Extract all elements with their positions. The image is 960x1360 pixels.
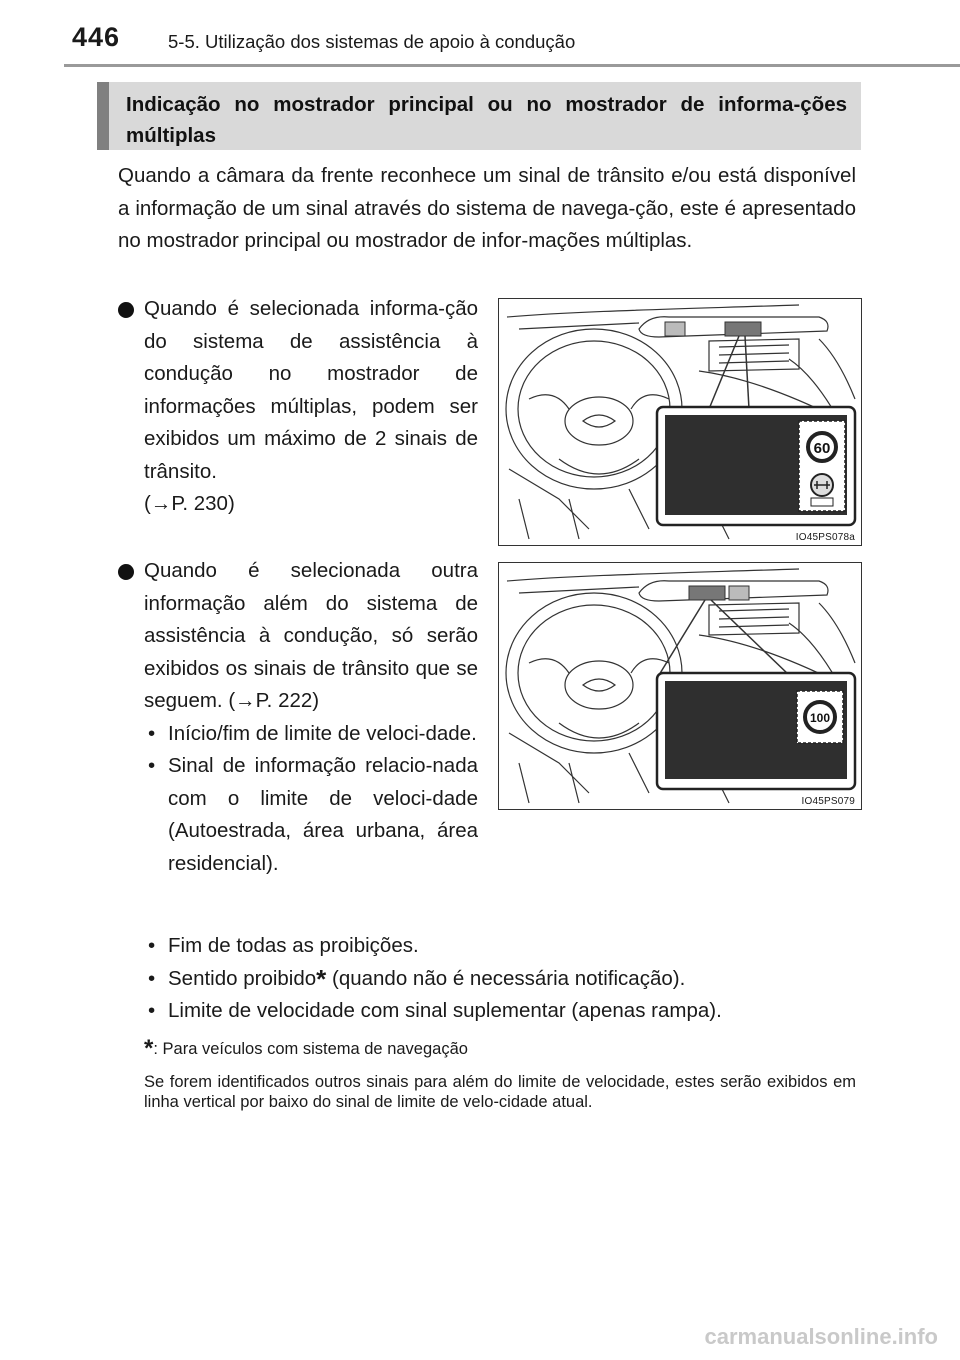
intro-paragraph: Quando a câmara da frente reconhece um sinal de trânsito e/ou está disponível a informação de um sinal através do sistema de navega-ção, este é apresentado no mostrador principal ou mostrador de infor-mações múltiplas. — [118, 164, 856, 252]
item-2-text: Quando é selecionada outra informação além do sistema de assistência à condução, só serão exibidos os sinais de trânsito que se seguem. (→P. 222) — [144, 559, 478, 712]
list-item-2 — [118, 555, 478, 880]
footnote-marker: * — [316, 963, 327, 994]
item-1-reference: (→P. 230) — [144, 492, 235, 515]
chapter-title: 5-5. Utilização dos sistemas de apoio à condução — [168, 31, 576, 52]
list-item-1 — [118, 293, 478, 521]
watermark: carmanualsonline.info — [704, 1324, 938, 1349]
footnote: *: Para veículos com sistema de navegação — [144, 1035, 468, 1062]
sign-list — [144, 718, 478, 881]
item-1-text: Quando é selecionada informa-ção do sistema de assistência à condução no mostrador de informações múltiplas, podem ser exibidos um máximo de 2 sinais de trânsito. — [144, 297, 478, 483]
sign-list-continued — [144, 930, 864, 1028]
page-number: 446 — [72, 22, 121, 52]
bullet-dot-icon — [118, 564, 134, 580]
list-item: • Sentido proibido* (quando não é necessária notificação). — [144, 963, 864, 996]
note-paragraph: Se forem identificados outros sinais para além do limite de velocidade, estes serão exibidos em linha vertical por baixo do sinal de limite de velo-cidade atual. — [144, 1073, 856, 1111]
section-title: Indicação no mostrador principal ou no mostrador de informa-ções múltiplas — [126, 93, 847, 147]
figure-dashboard-2-signs — [498, 298, 862, 546]
speed-sign-60: 60 — [813, 440, 831, 457]
figure-caption: IO45PS078a — [795, 532, 855, 543]
header-rule — [64, 64, 960, 67]
dashboard-illustration — [499, 563, 861, 809]
list-item: • Fim de todas as proibições. — [144, 930, 864, 963]
figure-caption: IO45PS079 — [801, 796, 855, 807]
bullet-dot-icon — [118, 302, 134, 318]
speed-sign-100: 100 — [809, 711, 831, 725]
list-item: • Limite de velocidade com sinal suplementar (apenas rampa). — [144, 995, 864, 1028]
figure-dashboard-1-sign — [498, 562, 862, 810]
section-header — [97, 82, 861, 150]
dashboard-illustration — [499, 299, 861, 545]
list-item: • Início/fim de limite de veloci-dade. — [144, 718, 478, 751]
list-item: • Sinal de informação relacio-nada com o limite de veloci-dade (Autoestrada, área urbana, área residencial). — [144, 750, 478, 880]
